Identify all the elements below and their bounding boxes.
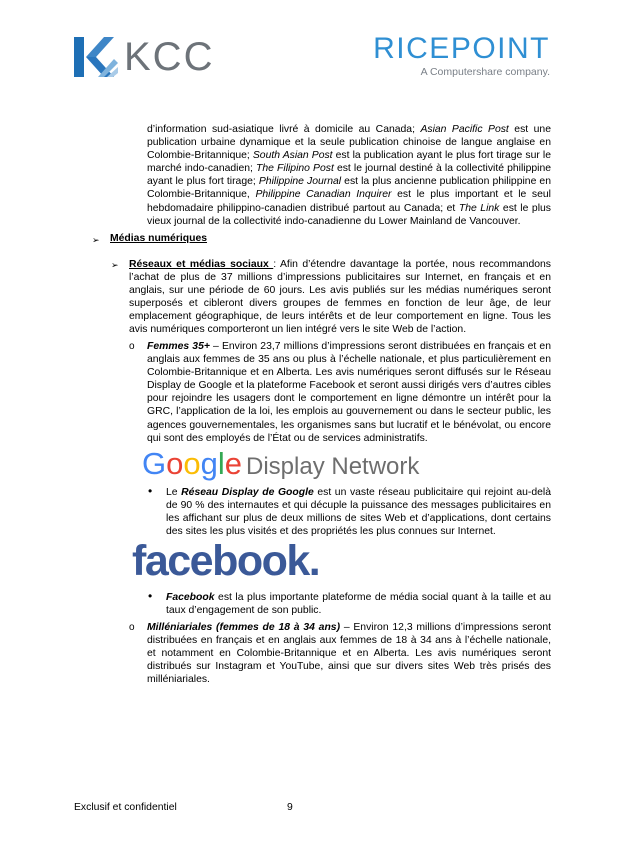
text-run: Réseau Display de Google	[181, 487, 314, 498]
millennials-paragraph	[147, 621, 551, 686]
kcc-mark-icon	[74, 37, 118, 77]
text-run: Facebook	[166, 592, 215, 603]
google-letter: o	[183, 446, 201, 481]
text-run: Philippine Canadian Inquirer	[255, 189, 392, 201]
intro-paragraph	[147, 123, 551, 228]
text-run: – Environ 12,3 millions d’impressions seront distribuées en français et en anglais aux femmes de 18 à 34 ans à l’échelle nationale, et notamment en Colombie-Britannique et en Alberta. Les avis numériques seront distribués sur Instagram et YouTube, ainsi que sur divers sites Web très prisés des milléniariales.	[147, 622, 551, 686]
text-run: d’information sud-asiatique livré à domicile au Canada;	[147, 124, 421, 135]
ricepoint-title: RICEPOINT	[373, 32, 550, 65]
text-run: est la plus ancienne publication philippine en Colombie-Britannique,	[147, 176, 551, 201]
google-letter: o	[166, 446, 184, 481]
text-run: : Afin d’étendre davantage la portée, nous recommandons l’achat de plus de 37 millions d’impressions publicitaires sur Internet, en français et en anglais, sur une période de 60 jours. Les avis publiés sur les médias numériques seront superposés et cibleront divers groupes de femmes en fonction de leur âge, de leur emplacement géographique, de leurs intérêts et de leur comportement en ligne. Tous les avis numériques comporteront un lien intégré vers le site Web de l’action.	[129, 259, 551, 336]
text-run: South Asian Post	[252, 150, 333, 162]
text-run: est la publication ayant le plus fort tirage sur le marché indo-canadien;	[147, 150, 551, 175]
section-heading: Médias numériques	[110, 233, 208, 244]
google-display-network-logo	[142, 447, 419, 481]
text-run: Asian Pacific Post	[420, 124, 509, 135]
kcc-logo-text: KCC	[124, 35, 215, 79]
google-display-paragraph	[166, 486, 551, 538]
women-35-paragraph	[147, 340, 551, 445]
text-run: The Link	[458, 202, 500, 214]
text-run: Réseaux et médias sociaux	[129, 259, 274, 270]
google-letter: g	[200, 446, 218, 481]
dot-bullet-icon: •	[148, 484, 153, 498]
text-run: est la plus importante plateforme de média social quant à la taille et au taux d’engagement de son public.	[166, 592, 551, 617]
text-run: est le plus vieux journal de la collectivité indo-canadienne du Lower Mainland de Vancouver.	[147, 202, 551, 227]
circle-bullet-icon: o	[129, 341, 135, 352]
dot-bullet-icon: •	[148, 589, 153, 603]
text-run: The Filipino Post	[256, 163, 334, 175]
display-network-text: Display Network	[246, 453, 420, 480]
text-run: Femmes 35+	[147, 341, 210, 352]
arrow-bullet-icon: ➢	[111, 260, 119, 270]
footer-confidential: Exclusif et confidentiel	[74, 802, 177, 813]
text-run: est le plus important et le seul hebdomadaire philippino-canadien distribué partout au Canada; et	[147, 189, 551, 214]
text-run: Milléniariales (femmes de 18 à 34 ans)	[147, 622, 341, 633]
facebook-logo: facebook.	[132, 537, 320, 585]
page-number: 9	[287, 802, 293, 813]
text-run: Philippine Journal	[258, 176, 342, 188]
facebook-paragraph	[166, 591, 551, 617]
google-letter: l	[217, 446, 225, 481]
ricepoint-logo	[373, 33, 550, 78]
text-run: – Environ 23,7 millions d’impressions seront distribuées en français et en anglais aux femmes de 35 ans ou plus à l’échelle nationale, et plus particulièrement en Colombie-Britannique et en Alberta. Les avis numériques seront diffusés sur le Réseau Display de Google et la plateforme Facebook et seront aussi dirigés vers d’autres cibles pour rejoindre les usagers dont le comportement en ligne démontre un intérêt pour la GRC, l’application de la loi, les emplois au gouvernement ou dans le secteur public, les agences gouvernementales, les organismes sans but lucratif et le bénévolat, ou encore qui sont des employés de l’État ou de services administratifs.	[147, 341, 551, 444]
arrow-bullet-icon: ➢	[92, 235, 100, 245]
text-run: est un vaste réseau publicitaire qui rejoint au-delà de 90 % des internautes et qui décuple la puissance des messages publicitaires en les affichant sur plus de deux millions de sites Web et d’applications, dont certains des sites les plus visités et des propriétés les plus connues sur Internet.	[166, 487, 551, 538]
google-letter: G	[142, 446, 167, 481]
kcc-logo	[74, 37, 214, 77]
circle-bullet-icon: o	[129, 622, 135, 633]
text-run: est le journal destiné à la collectivité philippine ayant le plus fort tirage;	[147, 163, 552, 188]
ricepoint-tagline: A Computershare company.	[420, 66, 550, 78]
text-run: est une publication urbaine dynamique et la seule publication chinoise de langue anglaise en Colombie-Britannique;	[147, 124, 551, 162]
text-run: Le	[166, 487, 182, 498]
google-letter: e	[224, 446, 243, 481]
social-media-paragraph	[129, 258, 551, 337]
